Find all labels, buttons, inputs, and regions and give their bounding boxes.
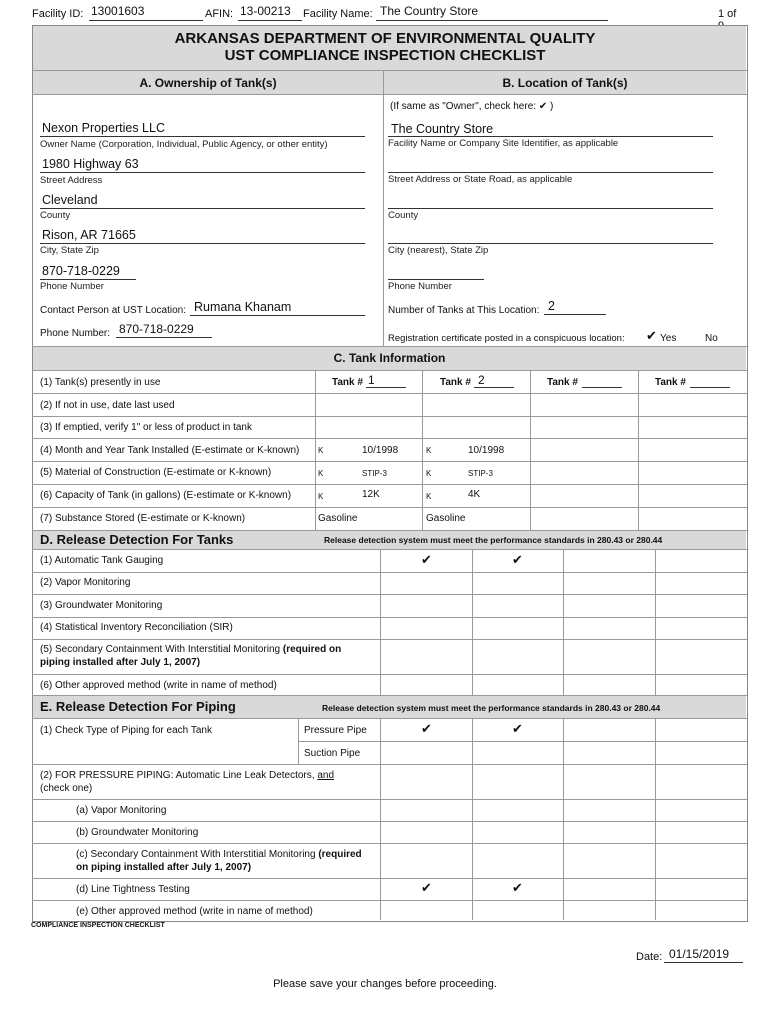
piping-secondary-text: (c) Secondary Containment With Interstitial Monitoring	[76, 849, 316, 860]
section-d-perf-note: Release detection system must meet the performance standards in 280.43 or 280.44	[324, 535, 663, 545]
section-c-heading: C. Tank Information	[333, 351, 446, 365]
tank-2-tightness-check[interactable]: ✔	[512, 880, 523, 895]
secondary-containment-required: (required on	[282, 644, 342, 655]
tank-1-capacity[interactable]: 12K	[362, 489, 380, 500]
tank-in-use-label: (1) Tank(s) presently in use	[40, 377, 161, 388]
afin-label: AFIN:	[205, 8, 234, 20]
vapor-monitoring-label: (2) Vapor Monitoring	[40, 577, 131, 588]
location-city-field[interactable]	[388, 243, 713, 244]
tank-2-label: Tank #	[440, 377, 471, 388]
facility-id-field[interactable]: 13001603	[89, 5, 203, 21]
sir-label: (4) Statistical Inventory Reconciliation (SIR)	[40, 622, 233, 633]
date-field[interactable]: 01/15/2019	[669, 947, 730, 961]
owner-city-field[interactable]: Rison, AR 71665	[42, 228, 136, 242]
section-d-heading: D. Release Detection For Tanks	[40, 532, 234, 547]
tank-1-pressure-check[interactable]: ✔	[421, 721, 432, 736]
piping-type-label: (1) Check Type of Piping for each Tank	[40, 725, 212, 736]
header-bar	[32, 3, 744, 23]
facility-name-label: Facility Name:	[303, 8, 373, 20]
same-as-owner-note[interactable]: (If same as "Owner", check here: ✔ )	[390, 101, 554, 112]
suction-pipe-label: Suction Pipe	[304, 748, 361, 759]
section-e-perf-note: Release detection system must meet the performance standards in 280.43 or 280.44	[322, 703, 661, 713]
owner-phone-caption: Phone Number	[40, 281, 104, 292]
tank-1-capacity-ek[interactable]: K	[318, 492, 324, 501]
location-phone-field[interactable]	[388, 279, 484, 280]
line-tightness-label: (d) Line Tightness Testing	[76, 884, 190, 895]
num-tanks-label: Number of Tanks at This Location:	[388, 305, 540, 316]
facility-name-field[interactable]: The Country Store	[376, 5, 608, 21]
owner-county-field[interactable]: Cleveland	[42, 193, 98, 207]
groundwater-monitoring-label: (3) Groundwater Monitoring	[40, 600, 163, 611]
tank-4-label: Tank #	[655, 377, 686, 388]
piping-secondary-label	[76, 849, 362, 860]
checklist-footer-label: COMPLIANCE INSPECTION CHECKLIST	[31, 922, 165, 929]
tank-4-number[interactable]	[690, 387, 730, 388]
tank-1-label: Tank #	[332, 377, 363, 388]
location-street-field[interactable]	[388, 172, 713, 173]
secondary-containment-text: (5) Secondary Containment With Interstitial Monitoring	[40, 644, 281, 655]
section-b-heading: B. Location of Tank(s)	[502, 76, 628, 90]
registration-no-label[interactable]: No	[705, 333, 718, 344]
location-street-caption: Street Address or State Road, as applicable	[388, 174, 573, 185]
save-note: Please save your changes before proceeding.	[273, 978, 497, 990]
location-facility-field[interactable]: The Country Store	[391, 122, 494, 136]
location-facility-caption: Facility Name or Company Site Identifier, as applicable	[388, 138, 619, 149]
contact-label: Contact Person at UST Location:	[40, 305, 187, 316]
owner-street-caption: Street Address	[40, 175, 103, 186]
tank-1-substance[interactable]: Gasoline	[318, 513, 358, 524]
tank-2-capacity[interactable]: 4K	[468, 489, 481, 500]
registration-label: Registration certificate posted in a conspicuous location:	[388, 333, 625, 344]
page-title: ARKANSAS DEPARTMENT OF ENVIRONMENTAL QUALITY	[174, 30, 596, 47]
tank-2-material[interactable]: STIP-3	[468, 469, 493, 478]
tank-1-install-date[interactable]: 10/1998	[362, 445, 399, 456]
secondary-containment-required-2: piping installed after July 1, 2007)	[40, 657, 201, 668]
page-number: 1 of	[718, 8, 737, 20]
tank-3-number[interactable]	[582, 387, 622, 388]
tank-2-substance[interactable]: Gasoline	[426, 513, 466, 524]
atg-label: (1) Automatic Tank Gauging	[40, 555, 164, 566]
tank-2-install-date[interactable]: 10/1998	[468, 445, 505, 456]
tank-1-install-ek[interactable]: K	[318, 446, 324, 455]
location-county-caption: County	[388, 210, 419, 221]
afin-field[interactable]: 13-00213	[238, 5, 302, 21]
tank-1-material-ek[interactable]: K	[318, 469, 324, 478]
section-e-heading: E. Release Detection For Piping	[40, 699, 236, 714]
contact-phone-label: Phone Number:	[40, 328, 111, 339]
tank-2-capacity-ek[interactable]: K	[426, 492, 432, 501]
secondary-containment-label	[40, 644, 341, 655]
capacity-label: (6) Capacity of Tank (in gallons) (E-estimate or K-known)	[40, 490, 292, 501]
contact-phone-field[interactable]: 870-718-0229	[119, 322, 194, 336]
num-tanks-field[interactable]: 2	[548, 299, 555, 313]
tank-1-atg-check[interactable]: ✔	[421, 552, 432, 567]
page-subtitle: UST COMPLIANCE INSPECTION CHECKLIST	[224, 47, 546, 64]
facility-id-label: Facility ID:	[32, 8, 84, 20]
contact-field[interactable]: Rumana Khanam	[194, 300, 292, 314]
other-method-label: (6) Other approved method (write in name of method)	[40, 680, 277, 691]
owner-name-field[interactable]: Nexon Properties LLC	[42, 121, 165, 135]
emptied-verify-label: (3) If emptied, verify 1" or less of product in tank	[40, 422, 252, 433]
date-label: Date:	[636, 951, 663, 963]
tank-2-pressure-check[interactable]: ✔	[512, 721, 523, 736]
tank-2-material-ek[interactable]: K	[426, 469, 432, 478]
owner-county-caption: County	[40, 210, 71, 221]
piping-vapor-label: (a) Vapor Monitoring	[76, 805, 167, 816]
tank-2-atg-check[interactable]: ✔	[512, 552, 523, 567]
date-last-used-label: (2) If not in use, date last used	[40, 400, 175, 411]
material-label: (5) Material of Construction (E-estimate or K-known)	[40, 467, 272, 478]
pressure-piping-text: (2) FOR PRESSURE PIPING: Automatic Line Leak Detectors,	[40, 770, 315, 781]
substance-label: (7) Substance Stored (E-estimate or K-known)	[40, 513, 246, 524]
tank-1-number[interactable]: 1	[368, 373, 375, 387]
pressure-piping-label	[40, 770, 334, 781]
location-city-caption: City (nearest), State Zip	[388, 245, 489, 256]
registration-yes-label: Yes	[660, 333, 677, 344]
owner-name-caption: Owner Name (Corporation, Individual, Public Agency, or other entity)	[40, 139, 328, 150]
pressure-pipe-label: Pressure Pipe	[304, 725, 367, 736]
check-one-label: (check one)	[40, 783, 93, 794]
piping-secondary-required: (required	[318, 849, 362, 860]
tank-2-install-ek[interactable]: K	[426, 446, 432, 455]
tank-1-material[interactable]: STIP-3	[362, 469, 387, 478]
piping-groundwater-label: (b) Groundwater Monitoring	[76, 827, 199, 838]
registration-yes-check[interactable]: ✔	[646, 328, 657, 343]
owner-street-field[interactable]: 1980 Highway 63	[42, 157, 139, 171]
piping-other-label: (e) Other approved method (write in name of method)	[76, 906, 313, 917]
section-a-heading: A. Ownership of Tank(s)	[139, 76, 277, 90]
owner-city-caption: City, State Zip	[40, 245, 99, 256]
pressure-piping-and: and	[317, 770, 335, 781]
tank-2-number[interactable]: 2	[478, 373, 485, 387]
tank-3-label: Tank #	[547, 377, 578, 388]
location-county-field[interactable]	[388, 208, 713, 209]
owner-phone-field[interactable]: 870-718-0229	[42, 264, 120, 278]
piping-secondary-required-2: on piping installed after July 1, 2007)	[76, 862, 252, 873]
install-date-label: (4) Month and Year Tank Installed (E-estimate or K-known)	[40, 445, 300, 456]
tank-1-tightness-check[interactable]: ✔	[421, 880, 432, 895]
location-phone-caption: Phone Number	[388, 281, 452, 292]
